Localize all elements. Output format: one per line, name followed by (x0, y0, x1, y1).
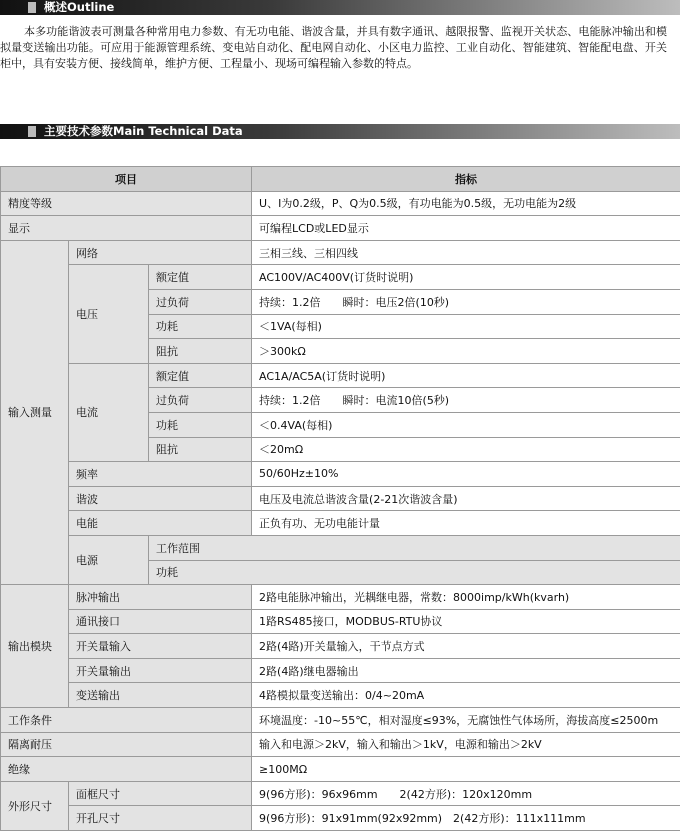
insulation-label: 绝缘 (1, 757, 252, 782)
pulse-label: 脉冲输出 (69, 585, 252, 610)
spec-table (0, 166, 680, 831)
switch-out-label: 开关量输出 (69, 658, 252, 683)
table-row (1, 634, 680, 659)
voltage-rated-label: 额定值 (149, 265, 252, 290)
table-row (1, 462, 680, 487)
transmit-value: 4路模拟量变送输出：0/4~20mA (252, 683, 680, 708)
table-row (1, 191, 680, 216)
insulation-value: ≥100MΩ (252, 757, 680, 782)
header-spec: 指标 (252, 167, 680, 192)
network-value: 三相三线、三相四线 (252, 240, 680, 265)
table-row (1, 265, 680, 290)
cutout-value: 9(96方形)：91x91mm(92x92mm) 2(42方形)：111x111mm (252, 806, 680, 831)
voltage-overload-value: 持续：1.2倍 瞬时：电压2倍(10秒) (252, 289, 680, 314)
input-label: 输入测量 (1, 240, 69, 584)
table-row (1, 658, 680, 683)
harmonic-value: 电压及电流总谐波含量(2-21次谐波含量) (252, 486, 680, 511)
supply-label: 电源 (69, 535, 149, 584)
voltage-impedance-value: ＞300kΩ (252, 339, 680, 364)
voltage-label: 电压 (69, 265, 149, 363)
table-row (1, 708, 680, 733)
table-row (1, 363, 680, 388)
harmonic-label: 谐波 (69, 486, 252, 511)
frequency-label: 频率 (69, 462, 252, 487)
table-row (1, 511, 680, 536)
current-overload-label: 过负荷 (149, 388, 252, 413)
table-row (1, 535, 680, 560)
section-marker-icon (28, 126, 36, 137)
tech-section-header (0, 124, 680, 139)
comm-label: 通讯接口 (69, 609, 252, 634)
table-row (1, 486, 680, 511)
frame-label: 面框尺寸 (69, 781, 252, 806)
table-row (1, 806, 680, 831)
switch-out-value: 2路(4路)继电器输出 (252, 658, 680, 683)
voltage-impedance-label: 阻抗 (149, 339, 252, 364)
current-impedance-value: ＜20mΩ (252, 437, 680, 462)
display-value: 可编程LCD或LED显示 (252, 216, 680, 241)
header-item: 项目 (1, 167, 252, 192)
voltage-power-label: 功耗 (149, 314, 252, 339)
conditions-value: 环境温度：-10~55℃，相对湿度≤93%，无腐蚀性气体场所，海拔高度≤2500m (252, 708, 680, 733)
switch-in-value: 2路(4路)开关量输入，干节点方式 (252, 634, 680, 659)
accuracy-label: 精度等级 (1, 191, 252, 216)
table-row (1, 732, 680, 757)
dimensions-label: 外形尺寸 (1, 781, 69, 830)
voltage-overload-label: 过负荷 (149, 289, 252, 314)
table-row (1, 609, 680, 634)
current-rated-label: 额定值 (149, 363, 252, 388)
section-marker-icon (28, 2, 36, 13)
voltage-rated-value: AC100V/AC400V(订货时说明) (252, 265, 680, 290)
transmit-label: 变送输出 (69, 683, 252, 708)
voltage-power-value: ＜1VA(每相) (252, 314, 680, 339)
outline-paragraph: 本多功能谐波表可测量各种常用电力参数、有无功电能、谐波含量，并具有数字通讯、越限报警、监视开关状态、电能脉冲输出和模拟量变送输出功能。可应用于能源管理系统、变电站自动化、配电网自动化、小区电力监控、工业自动化、智能建筑、智能配电盘、开关柜中，具有安装方便、接线简单，维护方便、工程量小、现场可编程输入参数的特点。 (0, 24, 667, 72)
frame-value: 9(96方形)：96x96mm 2(42方形)：120x120mm (252, 781, 680, 806)
table-header-row (1, 167, 680, 192)
table-row (1, 781, 680, 806)
current-power-label: 功耗 (149, 412, 252, 437)
energy-label: 电能 (69, 511, 252, 536)
output-label: 输出模块 (1, 585, 69, 708)
display-label: 显示 (1, 216, 252, 241)
isolation-label: 隔离耐压 (1, 732, 252, 757)
pulse-value: 2路电能脉冲输出，光耦继电器，常数：8000imp/kWh(kvarh) (252, 585, 680, 610)
frequency-value: 50/60Hz±10% (252, 462, 680, 487)
table-row (1, 240, 680, 265)
table-row (1, 757, 680, 782)
outline-title: 概述Outline (44, 0, 114, 15)
energy-value: 正负有功、无功电能计量 (252, 511, 680, 536)
outline-section-header (0, 0, 680, 15)
conditions-label: 工作条件 (1, 708, 252, 733)
table-row (1, 585, 680, 610)
supply-power-label: 功耗 (149, 560, 680, 585)
supply-range-label: 工作范围 (149, 535, 680, 560)
current-rated-value: AC1A/AC5A(订货时说明) (252, 363, 680, 388)
current-impedance-label: 阻抗 (149, 437, 252, 462)
network-label: 网络 (69, 240, 252, 265)
accuracy-value: U、I为0.2级，P、Q为0.5级，有功电能为0.5级，无功电能为2级 (252, 191, 680, 216)
tech-title: 主要技术参数Main Technical Data (44, 124, 243, 139)
table-row (1, 216, 680, 241)
current-label: 电流 (69, 363, 149, 461)
isolation-value: 输入和电源＞2kV，输入和输出＞1kV，电源和输出＞2kV (252, 732, 680, 757)
table-row (1, 683, 680, 708)
switch-in-label: 开关量输入 (69, 634, 252, 659)
cutout-label: 开孔尺寸 (69, 806, 252, 831)
current-overload-value: 持续：1.2倍 瞬时：电流10倍(5秒) (252, 388, 680, 413)
comm-value: 1路RS485接口，MODBUS-RTU协议 (252, 609, 680, 634)
current-power-value: ＜0.4VA(每相) (252, 412, 680, 437)
